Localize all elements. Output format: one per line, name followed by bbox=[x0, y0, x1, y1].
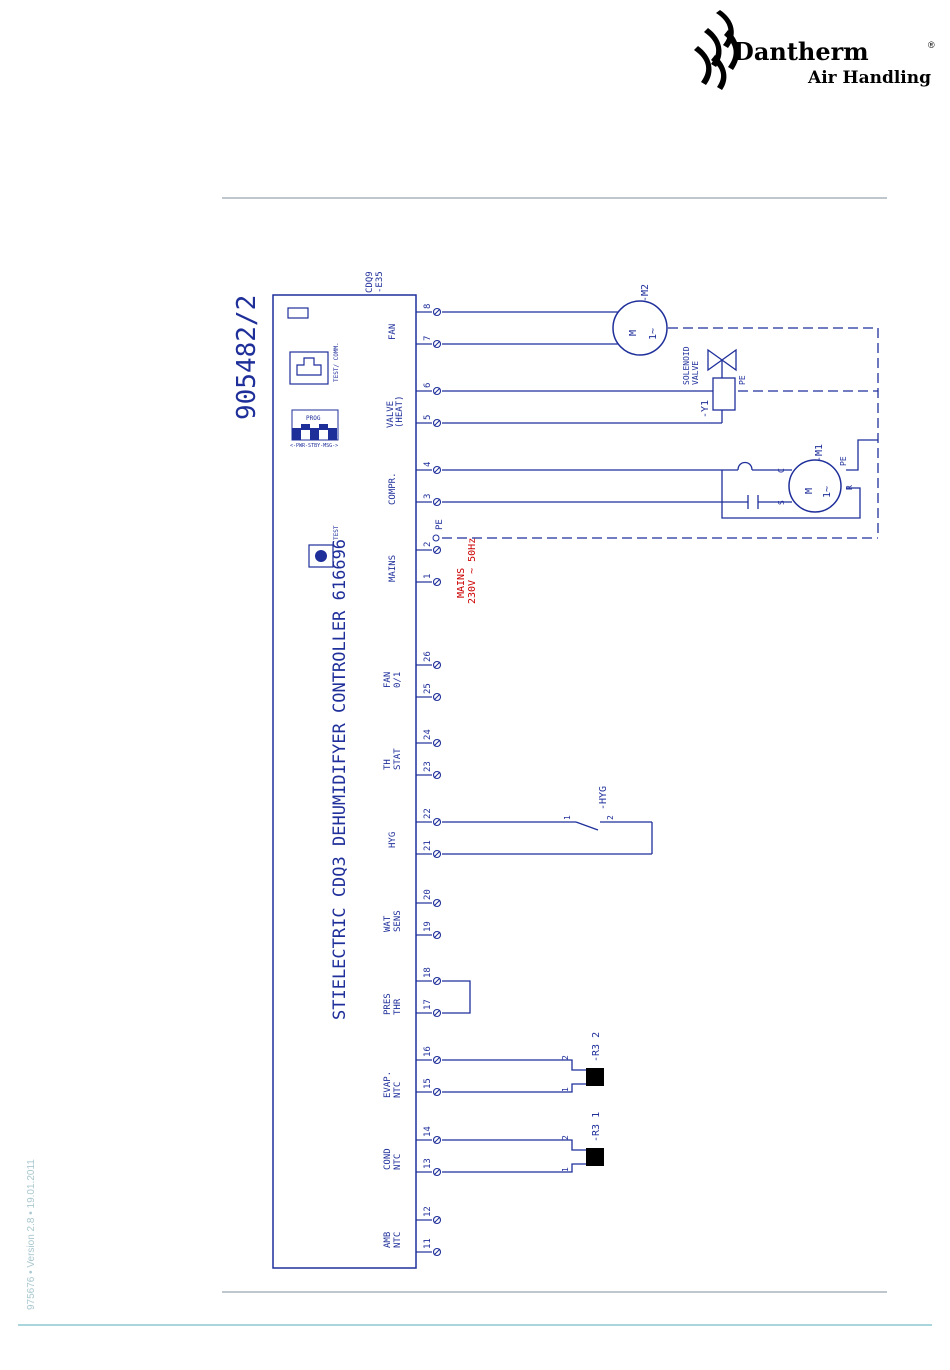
terminal-number: 24 bbox=[423, 729, 433, 740]
prog-label: PROG bbox=[306, 415, 321, 422]
mains-label: MAINS bbox=[456, 567, 467, 598]
y1-name: SOLENOID bbox=[682, 346, 691, 385]
r3-1-pin-2: 2 bbox=[561, 1135, 570, 1140]
terminal-number: 2 bbox=[423, 541, 433, 547]
terminal-number: 26 bbox=[423, 651, 433, 662]
group-label-cond-ntc: NTC bbox=[393, 1153, 403, 1170]
terminal-number: 13 bbox=[423, 1158, 433, 1169]
group-label-thr: THR bbox=[393, 998, 403, 1015]
group-label-mains: MAINS bbox=[388, 554, 398, 582]
test-label: TEST bbox=[333, 525, 340, 540]
group-label-compr: COMPR. bbox=[388, 472, 398, 505]
terminal-number: 18 bbox=[423, 967, 433, 978]
footer-version: 975676 • Version 2.8 • 19.01.2011 bbox=[26, 1159, 37, 1310]
group-label-valve-heat: (HEAT) bbox=[395, 395, 405, 428]
brand-division: Air Handling bbox=[808, 68, 932, 88]
controller-ref-line1: CDQ9 bbox=[365, 271, 375, 293]
doc-number: 905482/2 bbox=[232, 294, 262, 420]
motor-m2 bbox=[613, 284, 667, 355]
m1-ref: -M1 bbox=[814, 443, 825, 462]
terminal-number: 3 bbox=[423, 493, 433, 499]
m2-phase: 1~ bbox=[648, 327, 659, 340]
group-label-fan-01: FAN bbox=[383, 671, 393, 688]
terminal-number: 8 bbox=[423, 303, 433, 309]
port-label: TEST/ COMM. bbox=[333, 342, 340, 382]
registered-mark: ® bbox=[928, 40, 935, 50]
mains-spec: 230V ~ 50Hz bbox=[467, 537, 478, 604]
controller-title: STIELECTRIC CDQ3 DEHUMIDIFYER CONTROLLER 616696 bbox=[330, 538, 350, 1020]
terminal-pe bbox=[433, 535, 439, 541]
group-label-wat: WAT bbox=[383, 915, 393, 932]
terminal-number: 17 bbox=[423, 999, 433, 1010]
hygrostat-hyg bbox=[563, 786, 615, 820]
terminal-number: 19 bbox=[423, 921, 433, 932]
terminal-number: 7 bbox=[423, 335, 433, 341]
test-comm-port bbox=[290, 342, 340, 384]
r3-2-ref: -R3 2 bbox=[591, 1031, 602, 1062]
m1-symbol: M bbox=[804, 487, 815, 494]
terminal-number: 12 bbox=[423, 1206, 433, 1217]
terminal-number: 5 bbox=[423, 414, 433, 420]
sensor-r3-2 bbox=[561, 1032, 604, 1092]
group-label-amb-ntc: NTC bbox=[393, 1231, 403, 1248]
terminal-number: 15 bbox=[423, 1078, 433, 1089]
group-label-stat: STAT bbox=[393, 748, 403, 770]
m1-pin-c: C bbox=[777, 468, 786, 473]
hyg-pin-1: 1 bbox=[563, 815, 572, 820]
pe-terminal-label: PE bbox=[435, 519, 445, 530]
group-label-hyg: HYG bbox=[388, 831, 398, 848]
group-label-fan: FAN bbox=[388, 323, 398, 340]
sensor-r3-1 bbox=[561, 1112, 604, 1172]
group-label-amb: AMB bbox=[383, 1231, 393, 1248]
status-led bbox=[288, 308, 308, 318]
group-label-fan-01-b: 0/1 bbox=[393, 671, 403, 688]
terminal-number: 21 bbox=[423, 840, 433, 851]
hyg-pin-2: 2 bbox=[606, 815, 615, 820]
group-label-pres: PRES bbox=[383, 993, 393, 1015]
terminal-number: 23 bbox=[423, 761, 433, 772]
wiring bbox=[442, 312, 878, 1172]
group-label-cond: COND bbox=[383, 1148, 393, 1170]
group-label-th: TH bbox=[383, 759, 393, 770]
hyg-ref: -HYG bbox=[598, 785, 609, 810]
controller-ref-line2: -E35 bbox=[375, 271, 385, 293]
terminal-number: 14 bbox=[423, 1126, 433, 1137]
m2-ref: -M2 bbox=[640, 283, 651, 302]
y1-ref: -Y1 bbox=[700, 399, 711, 418]
prog-sub: <-PWR-STBY-MSG-> bbox=[290, 443, 339, 449]
terminal-number: 20 bbox=[423, 889, 433, 900]
r3-2-pin-2: 2 bbox=[561, 1055, 570, 1060]
m1-pe: PE bbox=[839, 456, 848, 466]
m1-pin-s: S bbox=[777, 500, 786, 505]
terminal-strip bbox=[416, 304, 441, 1256]
group-label-sens: SENS bbox=[393, 910, 403, 932]
terminal-number: 4 bbox=[423, 461, 433, 467]
terminal-number: 11 bbox=[423, 1238, 433, 1249]
m1-pin-r: R bbox=[845, 485, 854, 490]
dantherm-logo bbox=[694, 10, 935, 90]
solenoid-valve-y1 bbox=[682, 346, 747, 418]
m2-symbol: M bbox=[628, 329, 639, 336]
r3-1-ref: -R3 1 bbox=[591, 1111, 602, 1142]
y1-pe: PE bbox=[738, 375, 747, 385]
group-label-valve: VALVE bbox=[386, 400, 396, 428]
terminal-number: 25 bbox=[423, 683, 433, 694]
terminal-number: 6 bbox=[423, 382, 433, 388]
group-label-evap: EVAP. bbox=[383, 1070, 393, 1098]
terminal-number: 22 bbox=[423, 808, 433, 819]
r3-1-pin-1: 1 bbox=[561, 1167, 570, 1172]
terminal-number: 1 bbox=[423, 573, 433, 579]
brand-name: Dantherm bbox=[733, 37, 869, 66]
prog-indicator bbox=[290, 410, 338, 449]
y1-name-2: VALVE bbox=[691, 360, 700, 385]
r3-2-pin-1: 1 bbox=[561, 1087, 570, 1092]
group-label-evap-ntc: NTC bbox=[393, 1081, 403, 1098]
m1-phase: 1~ bbox=[822, 485, 833, 498]
terminal-number: 16 bbox=[423, 1046, 433, 1057]
